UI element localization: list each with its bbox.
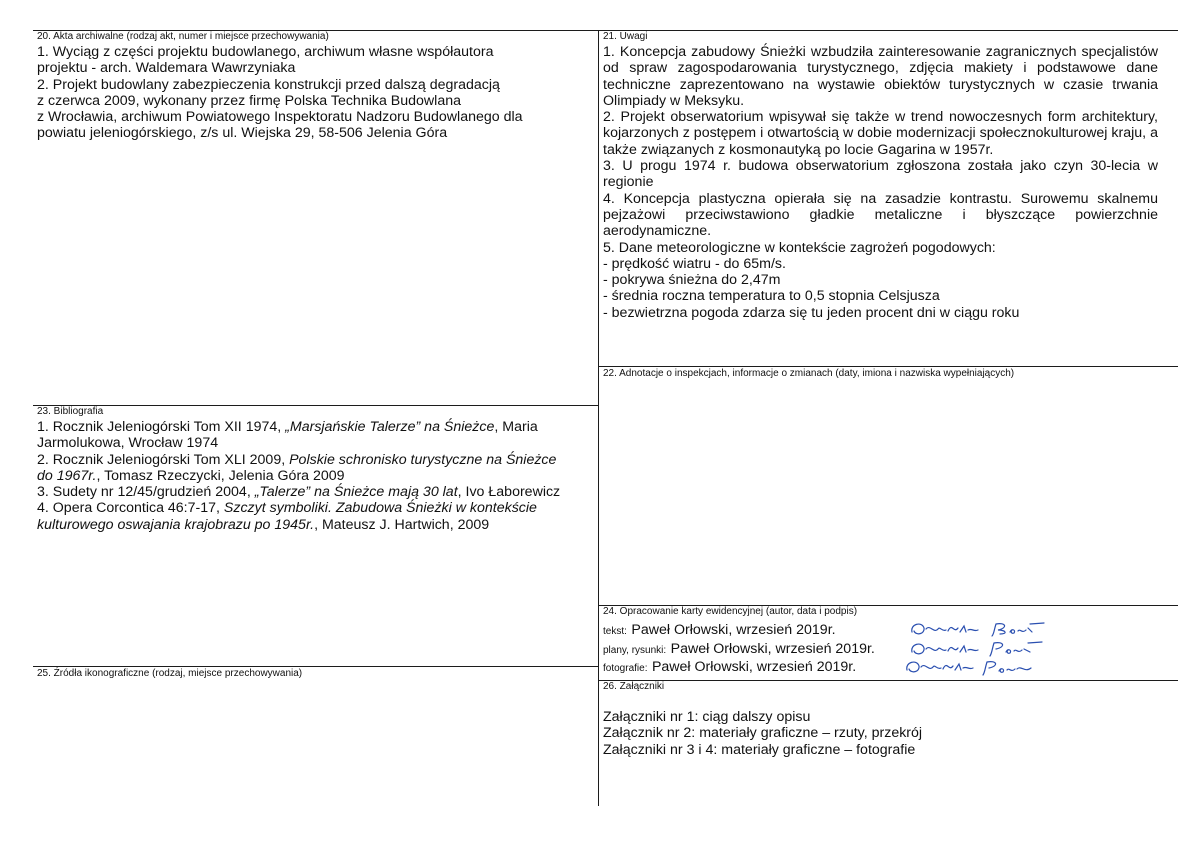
center-divider <box>598 30 599 806</box>
bibliography-section <box>37 406 592 533</box>
handwritten-signature-1 <box>908 618 1048 640</box>
notes-paragraph-1: 1. Koncepcja zabudowy Śnieżki wzbudziła zainteresowanie zagranicznych specjalistów od spraw zagospodarowania turystycznego, zdjęcia makiety i podstawowe dane techniczne zaprezentowano na wystawie obiektów turystycznych w czasie trwania Olimpiady w Meksyku. <box>603 44 1158 109</box>
attachments-list <box>603 709 1163 758</box>
weather-item: - bezwietrzna pogoda zdarza się tu jeden procent dni w ciągu roku <box>603 304 1020 321</box>
archival-label: 20. Akta archiwalne (rodzaj akt, numer i miejsce przechowywania) <box>37 31 329 42</box>
authorship-row-photos <box>603 658 856 676</box>
bibliography-item <box>37 452 567 485</box>
authorship-row-plans <box>603 640 875 658</box>
authorship-row-value: Paweł Orłowski, wrzesień 2019r. <box>670 641 875 657</box>
notes-paragraph-5: 5. Dane meteorologiczne w kontekście zagrożeń pogodowych: <box>603 239 996 256</box>
weather-item: - pokrywa śnieżna do 2,47m <box>603 272 781 289</box>
attachments-section <box>603 681 1163 758</box>
notes-paragraph-4: 4. Koncepcja plastyczna opierała się na zasadzie kontrastu. Surowemu skalnemu pejzażowi przeciwstawiono gładkie metaliczne i błyszczące powierzchnie aerodynamiczne. <box>603 190 1158 240</box>
archival-item: 1. Wyciąg z części projektu budowlanego, archiwum własne współautora projektu - arch. Waldemara Wawrzyniaka <box>37 44 494 77</box>
notes-body <box>603 44 1158 321</box>
authorship-row-label: fotografie: <box>603 663 648 674</box>
divider-23-25 <box>33 666 598 667</box>
bibliography-item <box>37 419 567 452</box>
bibliography-title: Polskie schronisko turystyczne na Śnieżce do 1967r. <box>37 451 557 484</box>
iconography-label: 25. Źródła ikonograficzne (rodzaj, miejsce przechowywania) <box>37 668 303 679</box>
authorship-row-text <box>603 621 836 639</box>
bibliography-title: „Talerze” na Śnieżce mają 30 lat <box>254 484 458 501</box>
authorship-row-value: Paweł Orłowski, wrzesień 2019r. <box>631 622 836 638</box>
authorship-row-label: plany, rysunki: <box>603 645 667 656</box>
notes-section <box>603 31 1158 321</box>
archival-section <box>37 31 592 142</box>
archival-item: powiatu jeleniogórskiego, z/s ul. Wiejska 29, 58-506 Jelenia Góra <box>37 125 448 142</box>
archival-item: z czerwca 2009, wykonany przez firmę Polska Technika Budowlana <box>37 92 461 109</box>
divider-21-22 <box>598 366 1178 367</box>
bibliography-author: , Maria Jarmolukowa, Wrocław 1974 <box>37 419 538 452</box>
bibliography-author: , Mateusz J. Hartwich, 2009 <box>314 516 490 533</box>
bibliography-source: 2. Rocznik Jeleniogórski Tom XLI 2009, <box>37 451 290 468</box>
bibliography-item <box>37 500 592 533</box>
bibliography-list <box>37 419 592 533</box>
bibliography-item <box>37 484 567 500</box>
attachment-item: Załącznik nr 2: materiały graficzne – rzuty, przekrój <box>603 725 923 742</box>
archival-item: z Wrocławia, archiwum Powiatowego Inspektoratu Nadzoru Budowlanego dla <box>37 109 523 126</box>
notes-label: 21. Uwagi <box>603 31 648 42</box>
bibliography-source: 4. Opera Corcontica 46:7-17, <box>37 500 224 517</box>
notes-paragraph-3: 3. U progu 1974 r. budowa obserwatorium zgłoszona została jako czyn 30-lecia w regionie <box>603 158 1158 191</box>
attachment-item: Załączniki nr 1: ciąg dalszy opisu <box>603 709 811 725</box>
archival-item: 2. Projekt budowlany zabezpieczenia konstrukcji przed dalszą degradacją <box>37 76 500 93</box>
bibliography-source: 1. Rocznik Jeleniogórski Tom XII 1974, <box>37 419 286 435</box>
authorship-label: 24. Opracowanie karty ewidencyjnej (autor, data i podpis) <box>603 606 858 617</box>
bibliography-author: , Tomasz Rzeczycki, Jelenia Góra 2009 <box>96 467 345 484</box>
bibliography-title: „Marsjańskie Talerze” na Śnieżce <box>285 419 495 435</box>
bibliography-title: Szczyt symboliki. Zabudowa Śnieżki w kontekście kulturowego oswajania krajobrazu po 1945r. <box>37 500 537 533</box>
inspections-label: 22. Adnotacje o inspekcjach, informacje o zmianach (daty, imiona i nazwiska wypełniających) <box>603 368 1015 379</box>
notes-paragraph-2: 2. Projekt obserwatorium wpisywał się także w trend nowoczesnych form architektury, kojarzonych z postępem i otwartością w dobie modernizacji społecznokulturowej kraju, a także związanych z kosmonautyką po locie Gagarina w 1957r. <box>603 109 1158 158</box>
authorship-row-label: tekst: <box>603 626 627 637</box>
weather-item: - prędkość wiatru - do 65m/s. <box>603 255 786 272</box>
attachment-item: Załączniki nr 3 i 4: materiały graficzne – fotografie <box>603 741 916 758</box>
attachments-label: 26. Załączniki <box>603 681 665 692</box>
authorship-section <box>603 606 1173 678</box>
authorship-row-value: Paweł Orłowski, wrzesień 2019r. <box>651 659 857 675</box>
handwritten-signature-3 <box>903 657 1043 679</box>
weather-item: - średnia roczna temperatura to 0,5 stopnia Celsjusza <box>603 288 940 305</box>
bibliography-label: 23. Bibliografia <box>37 406 104 417</box>
archival-items <box>37 44 592 142</box>
bibliography-source: 3. Sudety nr 12/45/grudzień 2004, <box>37 484 255 501</box>
bibliography-author: , Ivo Łaborewicz <box>457 484 561 501</box>
